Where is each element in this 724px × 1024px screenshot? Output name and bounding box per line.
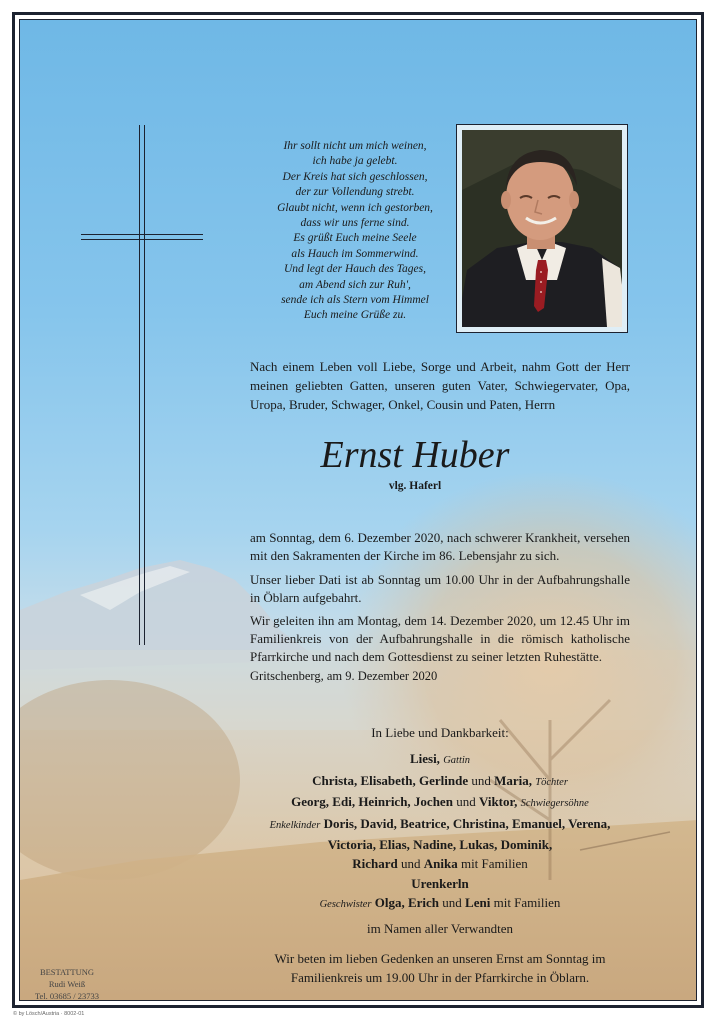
mourner-wife: Liesi, Gattin <box>409 751 471 767</box>
mourners-list <box>190 723 690 938</box>
memorial-poem <box>255 139 455 324</box>
poem-line: sende ich als Stern vom Himmel <box>281 294 429 307</box>
portrait-photo <box>462 130 622 327</box>
cross-symbol <box>139 125 140 645</box>
poem-line: Der Kreis hat sich geschlossen, <box>282 170 428 183</box>
mourner-grandchildren-cont: Victoria, Elias, Nadine, Lukas, Dominik, <box>327 837 553 853</box>
poem-line: als Hauch im Sommerwind. <box>291 247 419 260</box>
funeral-details: Wir geleiten ihn am Montag, dem 14. Dezember 2020, um 12.45 Uhr im Familienkreis von der Aufbahrungshalle in die römisch katholische Pfarrkirche und nach dem Gottesdienst zu seiner letzten Ruhestätte. <box>250 613 630 664</box>
poem-line: am Abend sich zur Ruh', <box>299 278 411 291</box>
mourner-sons-in-law: Georg, Edi, Heinrich, Jochen und Viktor, Schwiegersöhne <box>291 794 589 810</box>
undertaker-label: BESTATTUNG <box>39 967 95 977</box>
mourner-relatives: im Namen aller Verwandten <box>367 920 513 936</box>
poem-line: Und legt der Hauch des Tages, <box>283 263 427 276</box>
deceased-name: Ernst Huber <box>320 434 510 476</box>
mourners-heading: In Liebe und Dankbarkeit: <box>371 725 509 740</box>
deceased-nickname: vlg. Haferl <box>388 480 442 492</box>
undertaker-phone: Tel. 03685 / 23733 <box>34 991 100 1001</box>
announcement-intro: Nach einem Leben voll Liebe, Sorge und Arbeit, nahm Gott der Herr meinen geliebten Gatten, unseren guten Vater, Schwiegervater, Opa, Uropa, Bruder, Schwager, Onkel, Cousin und Paten, Herrn <box>250 359 630 412</box>
mourner-great-grandchildren: Urenkerln <box>411 875 469 891</box>
portrait-frame <box>456 124 628 333</box>
place-and-date: Gritschenberg, am 9. Dezember 2020 <box>250 669 438 683</box>
cross-symbol-line <box>144 125 145 645</box>
cross-symbol-line <box>81 239 203 240</box>
undertaker-name: Rudi Weiß <box>48 979 86 989</box>
poem-line: der zur Vollendung strebt. <box>295 186 415 199</box>
poem-line: Euch meine Grüße zu. <box>303 309 407 322</box>
copyright-note: © by Lösch/Austria · 8002-01 <box>13 1011 85 1017</box>
mourner-daughters: Christa, Elisabeth, Gerlinde und Maria, Töchter <box>312 772 568 788</box>
poem-line: ich habe ja gelebt. <box>312 155 398 168</box>
closing-prayer: Wir beten im lieben Gedenken an unseren Ernst am Sonntag im Familienkreis um 19.00 Uhr in der Pfarrkirche in Öblarn. <box>274 951 606 985</box>
mourner-grandchildren-cont: Richard und Anika mit Familien <box>352 856 528 872</box>
poem-line: Ihr sollt nicht um mich weinen, <box>283 140 427 152</box>
poem-line: Glaubt nicht, wenn ich gestorben, <box>277 201 433 214</box>
notice-panel <box>19 19 697 1001</box>
poem-line: Es grüßt Euch meine Seele <box>293 232 417 245</box>
mourner-siblings: Geschwister Olga, Erich und Leni mit Familien <box>319 895 561 911</box>
mourner-grandchildren: Enkelkinder Doris, David, Beatrice, Christina, Emanuel, Verena, <box>269 815 611 831</box>
viewing-details: Unser lieber Dati ist ab Sonntag um 10.00 Uhr in der Aufbahrungshalle in Öblarn aufgebahrt. <box>250 572 630 605</box>
poem-line: dass wir uns ferne sind. <box>300 217 410 230</box>
death-details: am Sonntag, dem 6. Dezember 2020, nach schwerer Krankheit, versehen mit den Sakramenten der Kirche im 86. Lebensjahr zu sich. <box>250 530 630 563</box>
undertaker-stamp <box>32 966 102 1001</box>
cross-symbol-line <box>81 234 203 235</box>
